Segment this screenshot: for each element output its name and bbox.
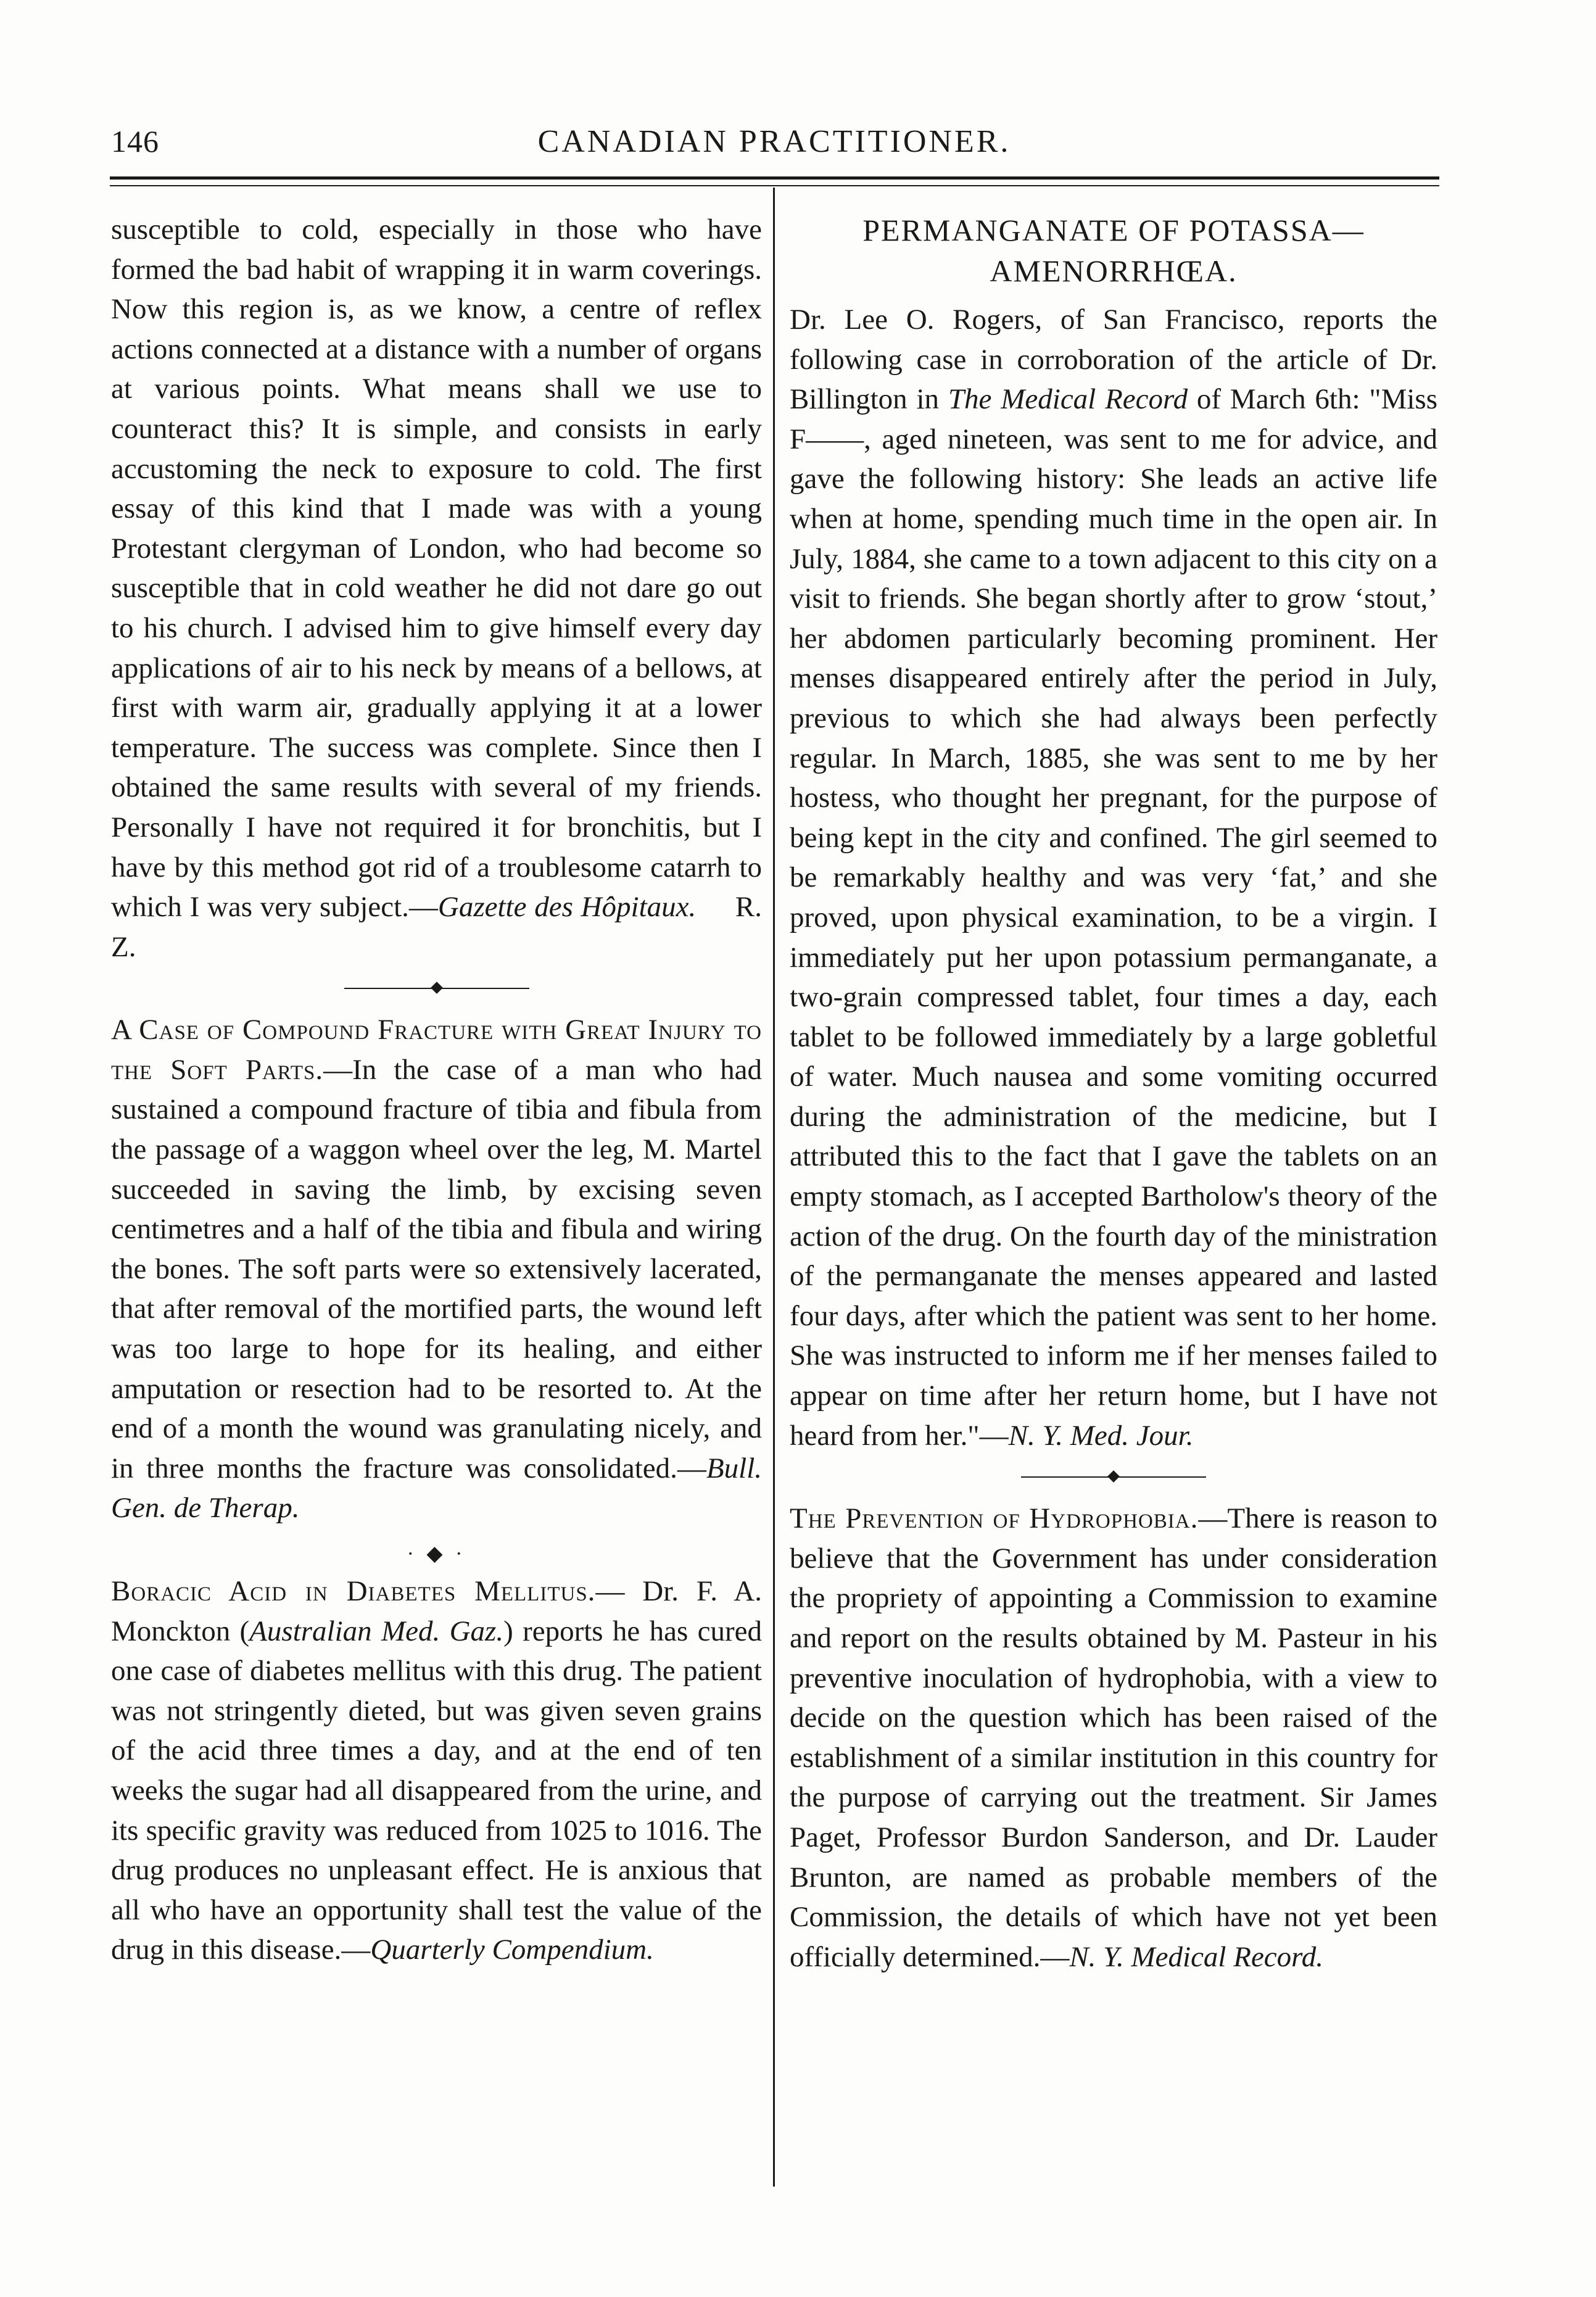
article-permanganate-inline-source: The Medical Record: [948, 383, 1188, 416]
article-compound-fracture-title: A Case of Compound Fracture with Great Injury to the Soft Parts.: [111, 1014, 762, 1086]
article-permanganate: [790, 300, 1437, 1455]
article-permanganate-source: N. Y. Med. Jour.: [1008, 1419, 1194, 1452]
article-boracic-acid-text-before: — Dr. F. A. Monckton (: [111, 1575, 762, 1647]
article-boracic-acid-source: Quarterly Compendium.: [370, 1934, 654, 1966]
article-hydrophobia: [790, 1499, 1437, 1977]
right-column: [790, 210, 1437, 1977]
column-divider: [773, 188, 775, 2187]
article-hydrophobia-title: The Prevention of Hydrophobia.: [790, 1502, 1199, 1535]
continued-paragraph-text: susceptible to cold, especially in those who have formed the bad habit of wrapping it in warm coverings. Now this region is, as we know, a centre of reflex actions connected at a distance with a number of organs at various points. What means shall we use to counteract this? It is simple, and consists in early accustoming the neck to exposure to cold. The first essay of this kind that I made was with a young Protestant clergyman of London, who had become so susceptible that in cold weather he did not dare go out to his church. I advised him to give himself every day applications of air to his neck by means of a bellows, at first with warm air, gradually applying it at a lower temperature. The success was complete. Since then I obtained the same results with several of my friends. Personally I have not required it for bronchitis, but I have by this method got rid of a troublesome catarrh to which I was very subject.—: [111, 213, 762, 924]
article-boracic-acid-text-after: ) reports he has cured one case of diabetes mellitus with this drug. The patient was not stringently dieted, but was given seven grains of the acid three times a day, and at the end of ten weeks the sugar had all disappeared from the urine, and its specific gravity was reduced from 1025 to 1016. The drug produces no unpleasant effect. He is anxious that all who have an opportunity shall test the value of the drug in this disease.—: [111, 1615, 762, 1966]
article-boracic-acid: [111, 1571, 762, 1970]
article-permanganate-text-after: of March 6th: "Miss F——, aged nineteen, was sent to me for advice, and gave the following history: She leads an active life when at home, spending much time in the open air. In July, 1884, she came to a town adjacent to this city on a visit to friends. She began shortly after to grow ‘stout,’ her abdomen particularly becoming prominent. Her menses disappeared entirely after the period in July, previous to which she had always been perfectly regular. In March, 1885, she was sent to me by her hostess, who thought her pregnant, for the purpose of being kept in the city and confined. The girl seemed to be remarkably healthy and was very ‘fat,’ and she proved, upon physical examination, to be a virgin. I immediately put her upon potassium permanganate, a two-grain compressed tablet, four times a day, each tablet to be followed immediately by a large gobletful of water. Much nausea and some vomiting occurred during the administration of the medicine, but I attributed this to the fact that I gave the tablets on an empty stomach, as I accepted Bartholow's theory of the action of the drug. On the fourth day of the ministration of the permanganate the menses appeared and lasted four days, after which the patient was sent to her home. She was instructed to inform me if her menses failed to appear on time after her return home, but I have not heard from her."—: [790, 383, 1438, 1452]
article-boracic-acid-title: Boracic Acid in Diabetes Mellitus.: [111, 1575, 596, 1607]
running-title: CANADIAN PRACTITIONER.: [537, 124, 1011, 159]
article-compound-fracture: [111, 1010, 762, 1528]
article-compound-fracture-text: —In the case of a man who had sustained a compound fracture of tibia and fibula from the passage of a waggon wheel over the leg, M. Martel succeeded in saving the limb, by excising seven centimetres and a half of the tibia and fibula and wiring the bones. The soft parts were so extensively lacerated, that after removal of the mortified parts, the wound left was too large to hope for its healing, and either amputation or resection had to be resorted to. At the end of a month the wound was granulating nicely, and in three months the fracture was consolidated.—: [111, 1053, 762, 1484]
section-separator: [111, 967, 762, 1010]
article-hydrophobia-text: —There is reason to believe that the Government has under consideration the propriety of appointing a Commission to examine and report on the results obtained by M. Pasteur in his preventive inoculation of hydrophobia, with a view to decide on the question which has been raised of the establishment of a similar institution in this country for the purpose of carrying out the treatment. Sir James Paget, Professor Burdon Sanderson, and Dr. Lauder Brunton, are named as probable members of the Commission, the details of which have not yet been officially determined.—: [790, 1502, 1437, 1973]
article-permanganate-text-before: Dr. Lee O. Rogers, of San Francisco, reports the following case in corroboration of the article of Dr. Billington in: [790, 304, 1437, 416]
article-permanganate-title-line2: AMENORRHŒA.: [990, 254, 1238, 288]
article-hydrophobia-source: N. Y. Medical Record.: [1069, 1940, 1323, 1973]
left-column: [111, 210, 762, 1970]
continued-paragraph-source: Gazette des Hôpitaux.: [437, 891, 697, 924]
article-compound-fracture-source: Bull. Gen. de Therap.: [111, 1452, 762, 1525]
page-header: [111, 123, 1437, 173]
article-permanganate-title-line1: PERMANGANATE OF POTASSA—: [862, 213, 1365, 247]
continued-paragraph-signature: R. Z.: [111, 891, 763, 963]
article-permanganate-title: [790, 210, 1437, 291]
continued-paragraph: [111, 210, 762, 967]
header-rule-thin: [110, 185, 1439, 186]
section-separator-dots: · ◆ ·: [407, 1542, 466, 1565]
header-rule: [110, 176, 1439, 180]
section-separator: [790, 1455, 1437, 1499]
page-number: 146: [111, 124, 159, 159]
article-boracic-acid-inline-source: Australian Med. Gaz.: [249, 1615, 504, 1647]
